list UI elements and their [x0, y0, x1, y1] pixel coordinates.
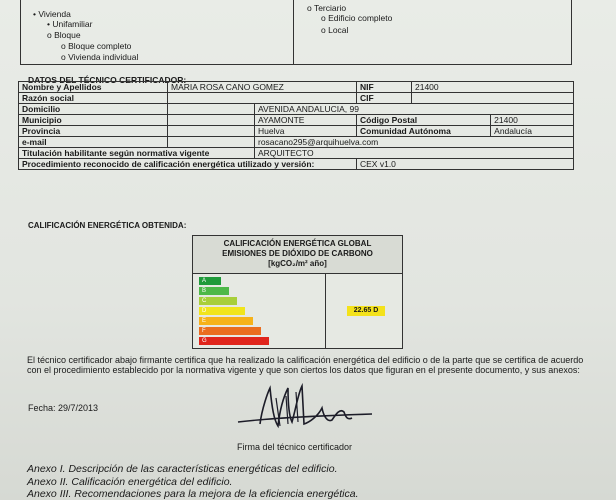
- nombre-value: MARIA ROSA CANO GOMEZ: [168, 82, 357, 93]
- nif-value: 21400: [412, 82, 574, 93]
- domicilio-label: Domicilio: [19, 104, 168, 115]
- rating-bar-a: A: [199, 277, 221, 285]
- domicilio-value: AVENIDA ANDALUCIA, 99: [255, 104, 574, 115]
- signature-image: [232, 378, 382, 438]
- proc-value: CEX v1.0: [357, 159, 574, 170]
- option-unifamiliar: • Unifamiliar: [47, 19, 93, 29]
- option-local: o Local: [321, 25, 348, 35]
- option-vivienda-individual: o Vivienda individual: [61, 52, 138, 62]
- option-vivienda: • Vivienda: [33, 9, 71, 19]
- firma-label: Firma del técnico certificador: [237, 442, 353, 452]
- rating-title-1: CALIFICACIÓN ENERGÉTICA GLOBAL: [223, 239, 372, 248]
- rating-bar-g: G: [199, 337, 269, 345]
- building-type-box: [20, 0, 572, 65]
- cp-value: 21400: [491, 115, 574, 126]
- provincia-spacer: [168, 126, 255, 137]
- rating-value: 22.65 D: [347, 306, 385, 316]
- rating-bar-f: F: [199, 327, 261, 335]
- rating-unit: [kgCO₂/m² año]: [268, 259, 327, 268]
- option-bloque-completo: o Bloque completo: [61, 41, 131, 51]
- cp-label: Código Postal: [357, 115, 491, 126]
- nif-label: NIF: [357, 82, 412, 93]
- email-label: e-mail: [19, 137, 168, 148]
- cif-value: [412, 93, 574, 104]
- annex-2: Anexo II. Calificación energética del edificio.: [27, 476, 233, 488]
- option-bloque: o Bloque: [47, 30, 81, 40]
- rating-box-title: [193, 236, 402, 274]
- razon-label: Razón social: [19, 93, 168, 104]
- certification-statement: El técnico certificador abajo firmante certifica que ha realizado la calificación energética del edificio o de la parte que se certifica de acuerdo con el procedimiento establecido por la normativa vigente y que son ciertos los datos que figuran en el presente documento, y sus anexos:: [27, 355, 584, 375]
- municipio-spacer: [168, 115, 255, 126]
- rating-bar-b: B: [199, 287, 229, 295]
- annex-3: Anexo III. Recomendaciones para la mejora de la eficiencia energética.: [27, 488, 359, 500]
- option-terciario: o Terciario: [307, 3, 346, 13]
- proc-label: Procedimiento reconocido de calificación energética utilizado y versión:: [19, 159, 357, 170]
- email-value: rosacano295@arquihuelva.com: [255, 137, 574, 148]
- rating-bar-e: E: [199, 317, 253, 325]
- option-edificio-completo: o Edificio completo: [321, 13, 392, 23]
- fecha: Fecha: 29/7/2013: [28, 403, 99, 413]
- provincia-value: Huelva: [255, 126, 357, 137]
- rating-divider: [325, 273, 326, 348]
- titulacion-label: Titulación habilitante según normativa vigente: [19, 148, 255, 159]
- tech-data-table: [18, 81, 574, 170]
- email-spacer: [168, 137, 255, 148]
- nombre-label: Nombre y Apellidos: [19, 82, 168, 93]
- rating-bar-c: C: [199, 297, 237, 305]
- cif-label: CIF: [357, 93, 412, 104]
- energy-rating-box: [192, 235, 403, 349]
- box-divider: [293, 0, 294, 64]
- domicilio-spacer: [168, 104, 255, 115]
- municipio-label: Municipio: [19, 115, 168, 126]
- rating-section-title: CALIFICACIÓN ENERGÉTICA OBTENIDA:: [28, 221, 187, 230]
- ca-label: Comunidad Autónoma: [357, 126, 491, 137]
- municipio-value: AYAMONTE: [255, 115, 357, 126]
- razon-value: [168, 93, 357, 104]
- annex-1: Anexo I. Descripción de las características energéticas del edificio.: [27, 463, 338, 475]
- tech-section-title: DATOS DEL TÉCNICO CERTIFICADOR:: [28, 75, 187, 85]
- rating-title-2: EMISIONES DE DIÓXIDO DE CARBONO: [222, 249, 373, 258]
- ca-value: Andalucía: [491, 126, 574, 137]
- provincia-label: Provincia: [19, 126, 168, 137]
- rating-bar-d: D: [199, 307, 245, 315]
- titulacion-value: ARQUITECTO: [255, 148, 574, 159]
